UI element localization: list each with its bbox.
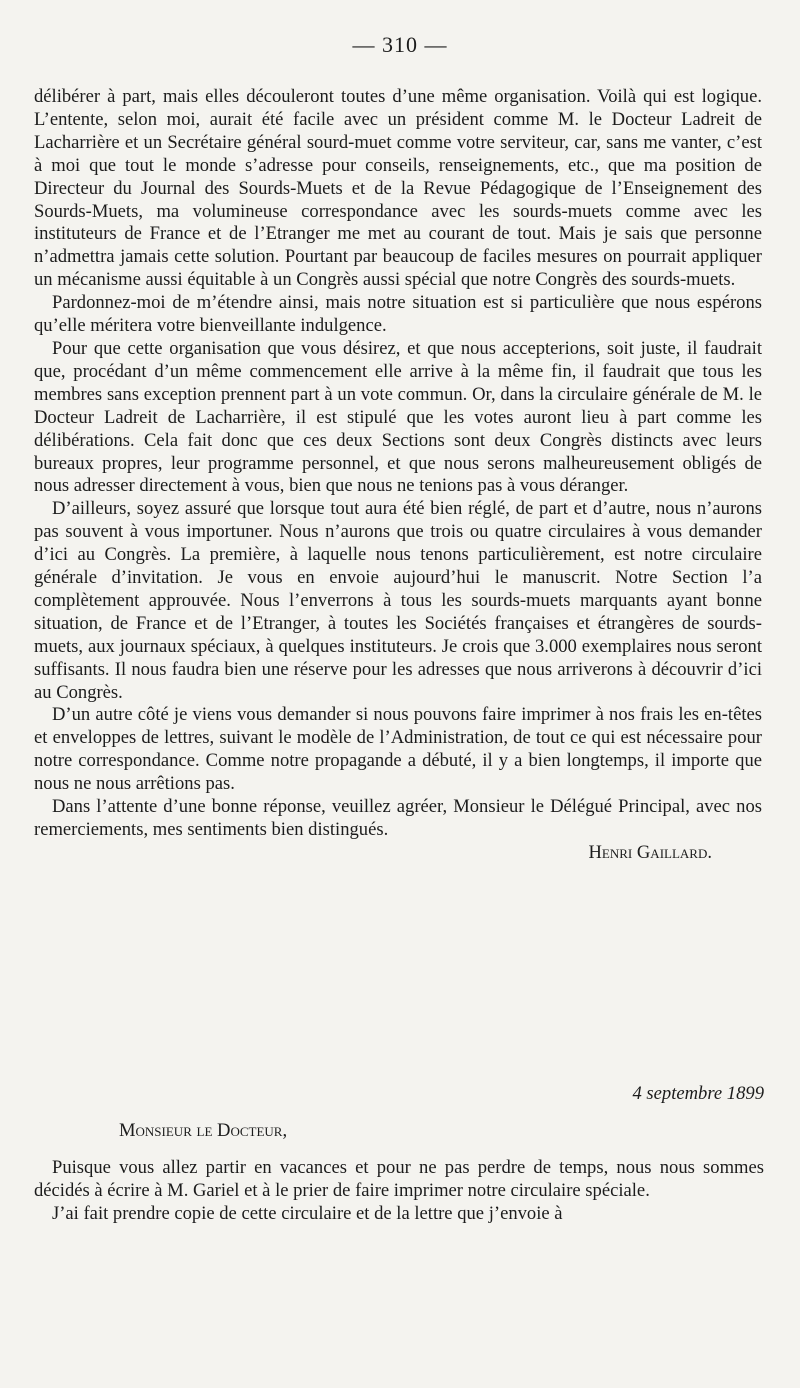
letter-1-paragraph-2: Pardonnez-moi de m’étendre ainsi, mais notre situation est si particulière que nous espérons qu’elle méritera votre bienveillante indulgence. — [34, 292, 762, 337]
letter-2-paragraph-1: Puisque vous allez partir en vacances et pour ne pas perdre de temps, nous nous sommes décidés à écrire à M. Gariel et à le prier de faire imprimer notre circulaire spéciale. — [34, 1156, 764, 1201]
letter-1-paragraph-6: Dans l’attente d’une bonne réponse, veuillez agréer, Monsieur le Délégué Principal, avec nos remerciements, mes sentiments bien distingués. — [34, 796, 762, 840]
letter-1-paragraph-4: D’ailleurs, soyez assuré que lorsque tout aura été bien réglé, de part et d’autre, nous n’aurons pas souvent à vous importuner. Nous n’aurons que trois ou quatre circulaires à vous demander d’ici au Congrès. La première, à laquelle nous tenons particulièrement, est notre circulaire générale d’invitation. Je vous en envoie aujourd’hui le manuscrit. Notre Section l’a complètement approuvée. Nous l’enverrons à tous les sourds-muets marquants ayant bonne situation, de France et de l’Etranger, à toutes les Sociétés françaises et étrangères de sourds-muets, aux journaux spéciaux, à quelques instituteurs. Je crois que 3.000 exemplaires nous seront suffisants. Il nous faudra bien une réserve pour les adresses que nous arriverons à découvrir d’ici au Congrès. — [34, 498, 762, 703]
letter-1-paragraph-1: délibérer à part, mais elles découleront toutes d’une même organisation. Voilà qui est logique. L’entente, selon moi, aurait été facile avec un président comme M. le Docteur Ladreit de Lacharrière et un Secrétaire général sourd-muet comme votre serviteur, car, sans me vanter, c’est à moi que tout le monde s’adresse pour conseils, renseignements, etc., que ma position de Directeur du Journal des Sourds-Muets et de la Revue Pédagogique de l’Enseignement des Sourds-Muets, ma volumineuse correspondance avec les sourds-muets comme avec les instituteurs de France et de l’Etranger me met au courant de tout. Mais je sais que personne n’admettra jamais cette solution. Pourtant par beaucoup de faciles mesures on pourrait appliquer un mécanisme aussi équitable à un Congrès aussi spécial que notre Congrès des sourds-muets. — [34, 86, 762, 291]
letter-date: 4 septembre 1899 — [632, 1083, 764, 1104]
signature: Henri Gaillard. — [588, 841, 712, 863]
letter-2 — [34, 1083, 764, 1226]
letter-1 — [34, 86, 762, 865]
salutation: Monsieur le Docteur, — [119, 1119, 288, 1141]
letter-1-paragraph-5: D’un autre côté je viens vous demander si nous pouvons faire imprimer à nos frais les en-têtes et enveloppes de lettres, suivant le modèle de l’Administration, de tout ce qui est nécessaire pour notre correspondance. Comme notre propagande a débuté, il y a bien longtemps, il importe que nous ne nous arrêtions pas. — [34, 704, 762, 795]
page-number: — 310 — — [352, 32, 448, 57]
letter-1-paragraph-3: Pour que cette organisation que vous désirez, et que nous accepterions, soit juste, il faudrait que, procédant d’un même commencement elle arrive à la même fin, il faudrait que tous les membres sans exception prennent part à un vote commun. Or, dans la circulaire générale de M. le Docteur Ladreit de Lacharrière, il est stipulé que les votes auront lieu à part comme les délibérations. Cela fait donc que ces deux Sections sont deux Congrès distincts avec leurs bureaux propres, leur programme personnel, et que nous serons malheureusement obligés de nous adresser directement à vous, bien que nous ne tenions pas à vous déranger. — [34, 337, 762, 497]
letter-2-paragraph-2: J’ai fait prendre copie de cette circulaire et de la lettre que j’envoie à — [52, 1202, 563, 1224]
